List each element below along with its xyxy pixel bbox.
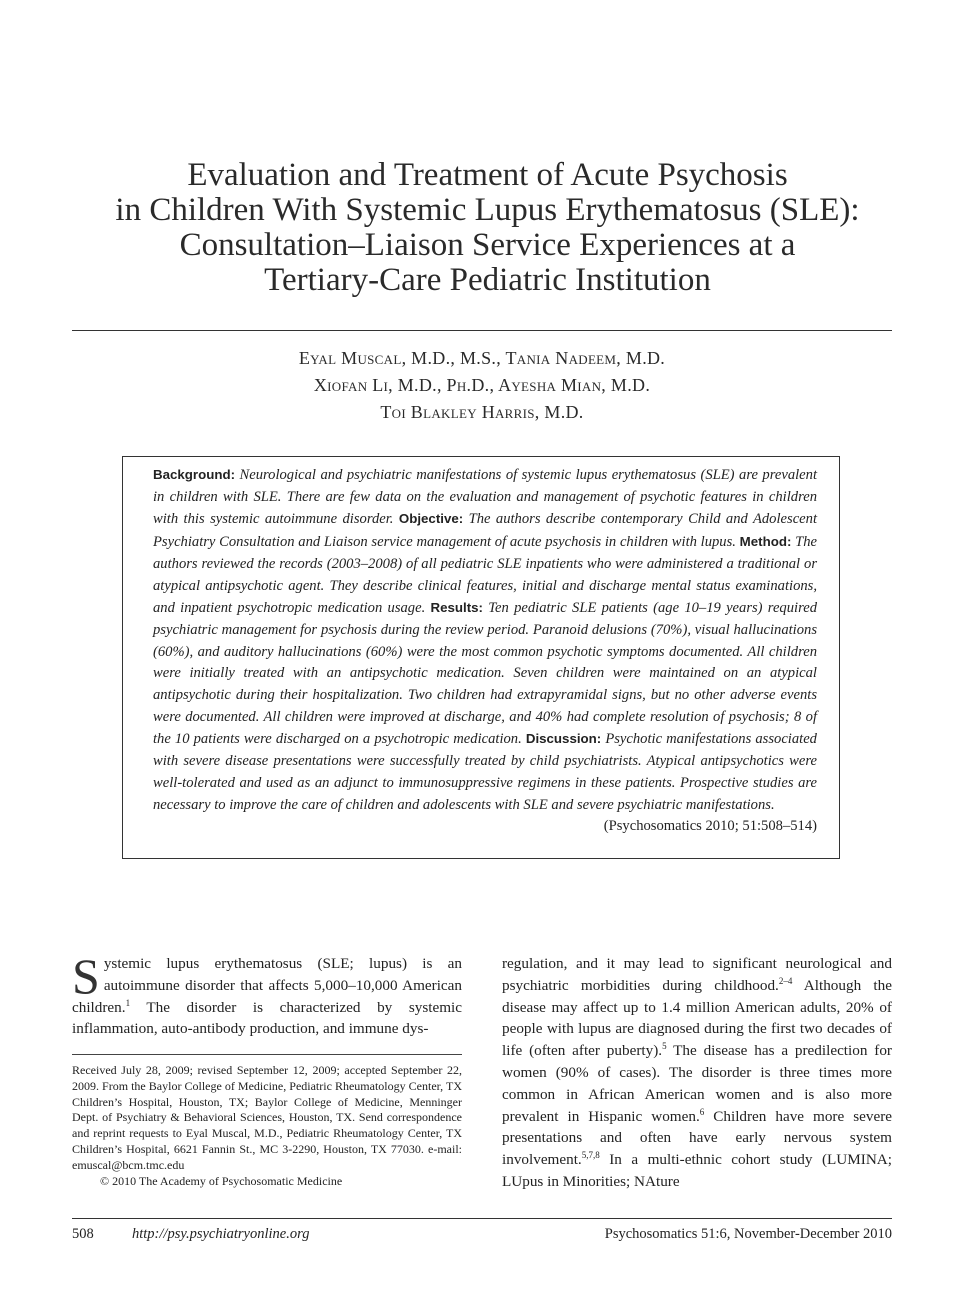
body-column-right	[502, 953, 892, 1193]
body-text: The disorder is characterized by systemic inflammation, auto-antibody production, and immune dys-	[72, 998, 462, 1038]
author-line: Toi Blakley Harris, M.D.	[380, 402, 584, 422]
body-text: Although the disease may affect up to 1.4 million American adults, 20% of people with lupus are diagnosed during the first two decades of life (often after puberty).	[502, 976, 892, 1060]
objective-label: Objective:	[398, 511, 464, 527]
journal-issue: Psychosomatics 51:6, November-December 2010	[604, 1226, 892, 1242]
method-label: Method:	[739, 534, 792, 550]
objective-text: The authors describe contemporary Child and Adolescent Psychiatry Consultation and Liaison service management of acute psychosis in children with lupus.	[153, 511, 817, 551]
title-line: in Children With Systemic Lupus Erythematosus (SLE):	[115, 192, 860, 228]
body-column-left	[72, 948, 462, 1040]
results-text: Ten pediatric SLE patients (age 10–19 years) required psychiatric management for psychosis during the review period. Paranoid delusions (70%), visual hallucinations (60%), and auditory hallucinations (60%) were the most common psychotic symptoms documented. All children were initially treated with an antipsychotic medication. Seven children were maintained on an atypical antipsychotic during their hospitalization. Two children had extrapyramidal signs, but no other adverse events were documented. All children were improved at discharge, and 40% had complete resolution of psychosis; 8 of the 10 patients were discharged on a psychotropic medication.	[153, 600, 817, 748]
reference-superscript: 1	[125, 997, 131, 1008]
body-text: regulation, and it may lead to significant neurological and psychiatric morbidities during childhood.	[502, 955, 892, 994]
method-text: The authors reviewed the records (2003–2008) of all pediatric SLE inpatients who were administered a traditional or atypical antipsychotic agent. They describe clinical features, initial and discharge mental status examinations, and inpatient psychotropic medication usage.	[153, 534, 817, 617]
article-title	[60, 158, 915, 298]
author-line: Eyal Muscal, M.D., M.S., Tania Nadeem, M.D.	[298, 348, 666, 368]
reference-superscript: 2–4	[778, 975, 793, 986]
title-line: Tertiary-Care Pediatric Institution	[264, 262, 711, 298]
body-text: Children have more severe presentations and often have early nervous system involvement.	[502, 1107, 893, 1169]
background-label: Background:	[153, 467, 236, 482]
journal-url[interactable]: http://psy.psychiatryonline.org	[132, 1226, 310, 1242]
body-text: ystemic lupus erythematosus (SLE; lupus) is an autoimmune disorder that affects 5,000–10,000 American children.	[72, 955, 462, 1016]
body-text: In a multi-ethnic cohort study (LUMINA; LUpus in Minorities; NAture	[502, 1151, 892, 1190]
footnote-divider	[72, 1054, 462, 1055]
author-line: Xiofan Li, M.D., Ph.D., Ayesha Mian, M.D.	[313, 375, 651, 395]
discussion-label: Discussion:	[525, 731, 602, 747]
page-number: 508	[72, 1226, 94, 1242]
footnote-text: Received July 28, 2009; revised September 12, 2009; accepted September 22, 2009. From the Baylor College of Medicine, Pediatric Rheumatology Center, TX Children’s Hospital, Houston, TX; Baylor College of Medicine, Menninger Dept. of Psychiatry & Behavioral Sciences, Houston, TX. Send correspondence and reprint requests to Eyal Muscal, M.D., Pediatric Rheumatology Center, TX Children’s Hospital, 6621 Fannin St., MC 3-2290, Houston, TX 77030. e-mail: emuscal@bcm.tmc.edu	[72, 1063, 462, 1172]
abstract-citation: (Psychosomatics 2010; 51:508–514)	[603, 818, 817, 835]
author-list	[72, 345, 892, 426]
copyright-notice: © 2010 The Academy of Psychosomatic Medicine	[100, 1173, 343, 1188]
drop-cap: S	[72, 948, 100, 1004]
title-line: Evaluation and Treatment of Acute Psychosis	[187, 157, 788, 193]
abstract-box	[122, 456, 840, 859]
footnote	[72, 1063, 462, 1189]
title-line: Consultation–Liaison Service Experiences at a	[179, 227, 796, 263]
reference-superscript: 5,7,8	[581, 1150, 600, 1161]
body-text: The disease has a predilection for women (90% of cases). The disorder is three times more common in African American women and is also more prevalent in Hispanic women.	[502, 1042, 892, 1125]
results-label: Results:	[430, 600, 483, 616]
footer-divider	[72, 1218, 892, 1219]
reference-superscript: 6	[699, 1106, 705, 1117]
reference-superscript: 5	[662, 1041, 667, 1052]
discussion-text: Psychotic manifestations associated with severe disease presentations were successfully treated by child psychiatrists. Atypical antipsychotics were well-tolerated and used as an adjunct to immunosuppressive regimens in these patients. Prospective studies are necessary to improve the care of children and adolescents with SLE and severe psychiatric manifestations.	[153, 731, 817, 813]
title-divider	[72, 330, 892, 331]
background-text: Neurological and psychiatric manifestations of systemic lupus erythematosus (SLE) are prevalent in children with SLE. There are few data on the evaluation and management of psychotic features in children with this systemic autoimmune disorder.	[153, 467, 818, 528]
